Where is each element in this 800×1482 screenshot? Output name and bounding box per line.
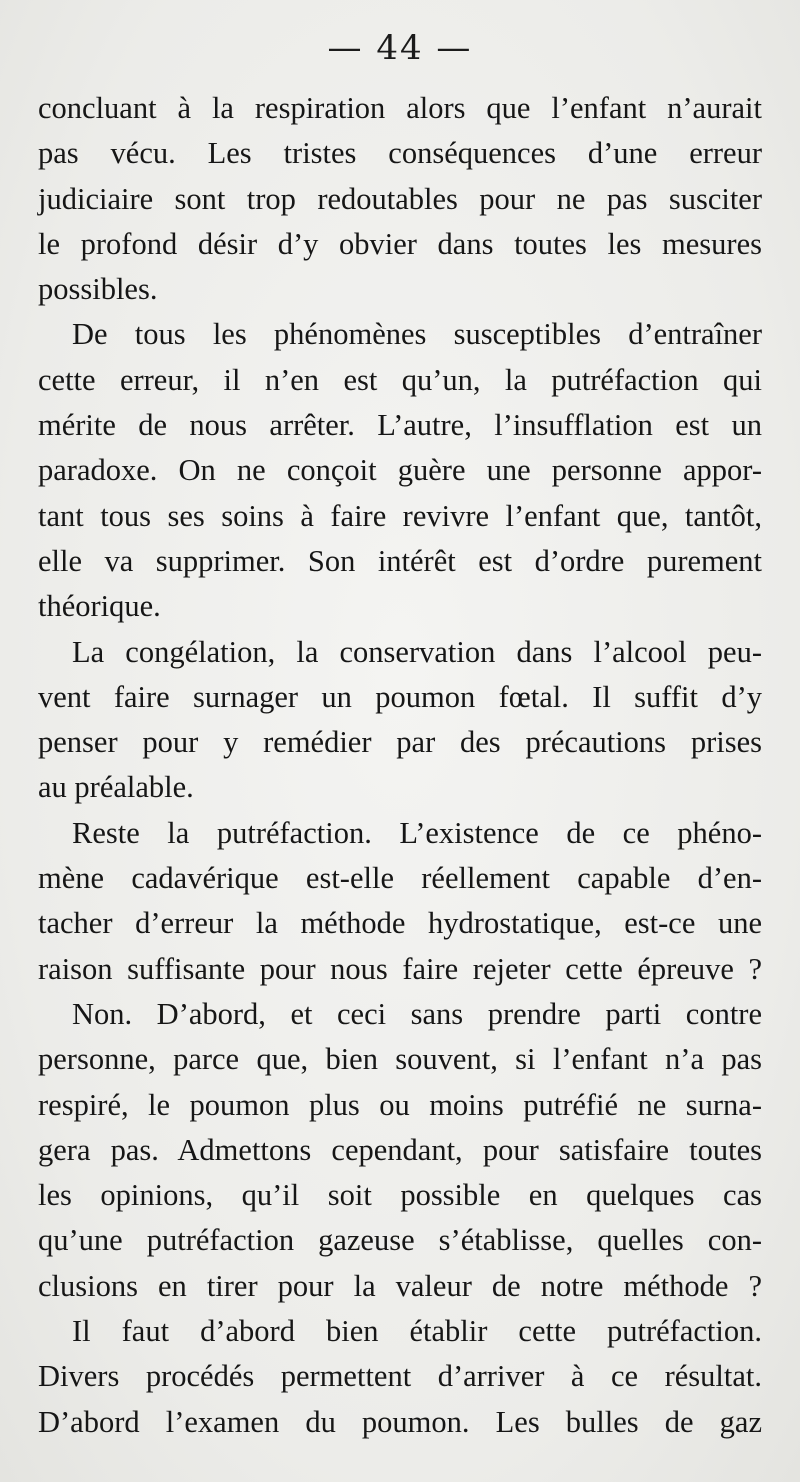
text-line: Divers procédés permettent d’arriver à ce résultat. [38, 1359, 762, 1394]
text-line: gera pas. Admettons cependant, pour satisfaire toutes [38, 1132, 762, 1167]
text-line: D’abord l’examen du poumon. Les bulles de gaz [38, 1404, 762, 1439]
text-line: concluant à la respiration alors que l’enfant n’aurait [38, 91, 762, 125]
text-line: le profond désir d’y obvier dans toutes les mesures [38, 226, 762, 261]
text-line: paradoxe. On ne conçoit guère une personne appor- [38, 453, 762, 488]
text-line: Il faut d’abord bien établir cette putréfaction. [72, 1314, 762, 1349]
text-line: mène cadavérique est-elle réellement capable d’en- [38, 861, 762, 896]
text-line: respiré, le poumon plus ou moins putréfié ne surna- [38, 1087, 762, 1122]
text-line: tacher d’erreur la méthode hydrostatique, est-ce une [38, 906, 762, 941]
text-line: tant tous ses soins à faire revivre l’enfant que, tantôt, [38, 498, 762, 533]
text-line: vent faire surnager un poumon fœtal. Il suffit d’y [38, 679, 762, 714]
paragraph [38, 811, 762, 992]
page-number: — 44 — [327, 28, 473, 68]
text-line: penser pour y remédier par des précautions prises [38, 725, 762, 760]
paragraph [38, 86, 762, 312]
text-line: personne, parce que, bien souvent, si l’enfant n’a pas [38, 1042, 762, 1077]
text-line: Reste la putréfaction. L’existence de ce phéno- [72, 815, 762, 850]
text-line: cette erreur, il n’en est qu’un, la putréfaction qui [38, 362, 762, 397]
text-line: clusions en tirer pour la valeur de notre méthode ? [38, 1268, 762, 1303]
text-line: au préalable. [38, 770, 194, 805]
text-line: mérite de nous arrêter. L’autre, l’insufflation est un [38, 408, 762, 443]
text-line: La congélation, la conservation dans l’alcool peu- [72, 634, 762, 669]
text-line: judiciaire sont trop redoutables pour ne pas susciter [38, 181, 762, 216]
text-line: elle va supprimer. Son intérêt est d’ordre purement [38, 543, 762, 578]
text-line: raison suffisante pour nous faire rejeter cette épreuve ? [38, 951, 762, 986]
text-line: pas vécu. Les tristes conséquences d’une erreur [38, 136, 762, 171]
paragraph [38, 992, 762, 1309]
text-line: qu’une putréfaction gazeuse s’établisse, quelles con- [38, 1223, 762, 1258]
text-line: théorique. [38, 589, 161, 624]
body-text [38, 86, 762, 1445]
paragraph [38, 312, 762, 629]
text-line: De tous les phénomènes susceptibles d’entraîner [72, 317, 762, 352]
text-line: Non. D’abord, et ceci sans prendre parti contre [72, 996, 762, 1031]
paragraph [38, 630, 762, 811]
text-line: possibles. [38, 272, 158, 307]
text-line: les opinions, qu’il soit possible en quelques cas [38, 1178, 762, 1213]
paragraph [38, 1309, 762, 1445]
